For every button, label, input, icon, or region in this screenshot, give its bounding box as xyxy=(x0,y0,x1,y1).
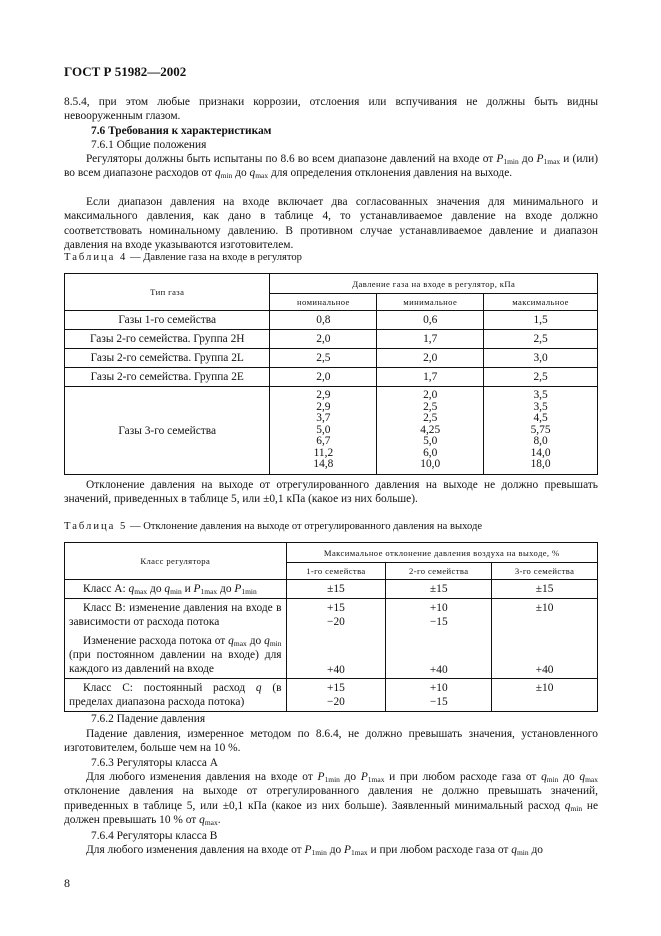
table-5-head-family-1: 1-го семейства xyxy=(286,563,386,580)
paragraph-test-range: Регуляторы должны быть испытаны по 8.6 во всем диапазоне давлений на входе от $P_{1min}$ до $P_{1max}$ и (или) во всем диапазоне расходов от $q_{min}$ до $q_{max}$ для определения отклонения давления на выходе. xyxy=(64,153,598,181)
table-4-head-maximal: максимальное xyxy=(484,294,598,311)
paragraph-class-b: Для любого изменения давления на входе от $P_{1min}$ до $P_{1max}$ и при любом расходе газа от $q_{min}$ до xyxy=(86,844,543,857)
table-4-min: 1,7 xyxy=(377,368,484,387)
document-header: ГОСТ Р 51982—2002 xyxy=(64,64,187,79)
table-4-head-minimal: минимальное xyxy=(377,294,484,311)
table-5-class-c-f1: +15 −20 xyxy=(286,679,386,712)
table-4-min: 1,7 xyxy=(377,330,484,349)
table-4-min: 0,6 xyxy=(377,311,484,330)
table-5-class-c-f2: +10 −15 xyxy=(386,679,492,712)
section-7-6-4-heading: 7.6.4 Регуляторы класса В xyxy=(91,830,218,842)
table-5-caption: Таблица 5 — Отклонение давления на выходе от отрегулированного давления на выходе xyxy=(64,521,483,532)
table-4-nom: 2,5 xyxy=(270,349,377,368)
table-5-class-a-f1: ±15 xyxy=(286,580,386,599)
table-5-head-deviation: Максимальное отклонение давления воздуха на выходе, % xyxy=(286,543,597,563)
table-5-head-class: Класс регулятора xyxy=(65,543,287,580)
table-row xyxy=(65,330,598,349)
table-4-gas: Газы 2-го семейства. Группа 2E xyxy=(65,368,270,387)
table-row xyxy=(65,311,598,330)
table-4-min-list: 2,0 2,5 2,5 4,25 5,0 6,0 10,0 xyxy=(377,387,484,475)
paragraph-deviation: Отклонение давления на выходе от отрегулированного давления на выходе не должно превышать значений, приведенных в таблице 5, или ±0,1 кПа (какое из них больше). xyxy=(64,479,598,506)
table-4-max-list: 3,5 3,5 4,5 5,75 8,0 14,0 18,0 xyxy=(484,387,598,475)
section-7-6-3-heading: 7.6.3 Регуляторы класса А xyxy=(91,757,219,769)
table-4-head-pressure: Давление газа на входе в регулятор, кПа xyxy=(270,274,598,294)
table-5-class-b-f2: +10 −15 +40 xyxy=(386,599,492,679)
page-number: 8 xyxy=(64,876,70,890)
table-4-caption: Таблица 4 — Давление газа на входе в регулятор xyxy=(64,252,302,263)
table-5-class-b: Класс В: изменение давления на входе в зависимости от расхода потока Изменение расхода потока от $q_{max}$ до $q_{min}$ (при постоянном давлении на входе) для каждого из давлений на входе xyxy=(65,599,287,679)
table-5-class-b-f1: +15 −20 +40 xyxy=(286,599,386,679)
table-4-max: 1,5 xyxy=(484,311,598,330)
table-5-class-a: Класс А: $q_{max}$ до $q_{min}$ и $P_{1max}$ до $P_{1min}$ xyxy=(65,580,287,599)
table-4-gas: Газы 3-го семейства xyxy=(65,387,270,475)
paragraph-continuation: 8.5.4, при этом любые признаки коррозии, отслоения или вспучивания не должны быть видны невооруженным глазом. xyxy=(64,96,598,123)
table-5-class-a-f2: ±15 xyxy=(386,580,492,599)
table-4-max: 2,5 xyxy=(484,330,598,349)
table-5-class-a-f3: ±15 xyxy=(492,580,598,599)
table-4-head-gas: Тип газа xyxy=(65,274,270,311)
table-4-head-nominal: номинальное xyxy=(270,294,377,311)
table-5-head-family-2: 2-го семейства xyxy=(386,563,492,580)
table-4-max: 3,0 xyxy=(484,349,598,368)
table-5-class-c: Класс С: постоянный расход q (в пределах диапазона расхода потока) xyxy=(65,679,287,712)
table-5-class-b-f3: ±10 +40 xyxy=(492,599,598,679)
paragraph-class-a: Для любого изменения давления на входе от $P_{1min}$ до $P_{1max}$ и при любом расходе газа от $q_{min}$ до $q_{max}$ отклонение давления на выходе от отрегулированного давления не должно превышать значений, приведенных в таблице 5, или ±0,1 кПа (какое из них больше). Заявленный минимальный расход $q_{min}$ не должен превышать 10 % от $q_{max}$. xyxy=(64,771,598,828)
section-7-6-1-heading: 7.6.1 Общие положения xyxy=(91,139,207,151)
section-7-6-2-heading: 7.6.2 Падение давления xyxy=(91,713,206,725)
table-4-nom: 2,0 xyxy=(270,330,377,349)
table-row xyxy=(65,349,598,368)
paragraph-pressure-range: Если диапазон давления на входе включает два согласованных значения для минимального и максимального давления, как дано в таблице 4, то устанавливаемое давление на входе должно соответствовать номинальному давлению. В противном случае устанавливаемое давление и диапазон давления на входе указываются изготовителем. xyxy=(64,196,598,252)
table-4-nom: 0,8 xyxy=(270,311,377,330)
table-4-gas: Газы 1-го семейства xyxy=(65,311,270,330)
table-4 xyxy=(64,273,598,475)
table-4-gas: Газы 2-го семейства. Группа 2H xyxy=(65,330,270,349)
table-4-nom-list: 2,9 2,9 3,7 5,0 6,7 11,2 14,8 xyxy=(270,387,377,475)
table-5-head-family-3: 3-го семейства xyxy=(492,563,598,580)
table-4-min: 2,0 xyxy=(377,349,484,368)
table-row xyxy=(65,599,598,679)
paragraph-pressure-drop: Падение давления, измеренное методом по 8.6.4, не должно превышать значения, установленного изготовителем, больше чем на 10 %. xyxy=(64,728,598,755)
section-7-6-heading: 7.6 Требования к характеристикам xyxy=(91,125,272,137)
table-row xyxy=(65,679,598,712)
table-4-max: 2,5 xyxy=(484,368,598,387)
table-row xyxy=(65,368,598,387)
table-5 xyxy=(64,542,598,712)
table-row xyxy=(65,387,598,475)
table-5-class-c-f3: ±10 xyxy=(492,679,598,712)
table-4-gas: Газы 2-го семейства. Группа 2L xyxy=(65,349,270,368)
table-row xyxy=(65,580,598,599)
table-4-nom: 2,0 xyxy=(270,368,377,387)
